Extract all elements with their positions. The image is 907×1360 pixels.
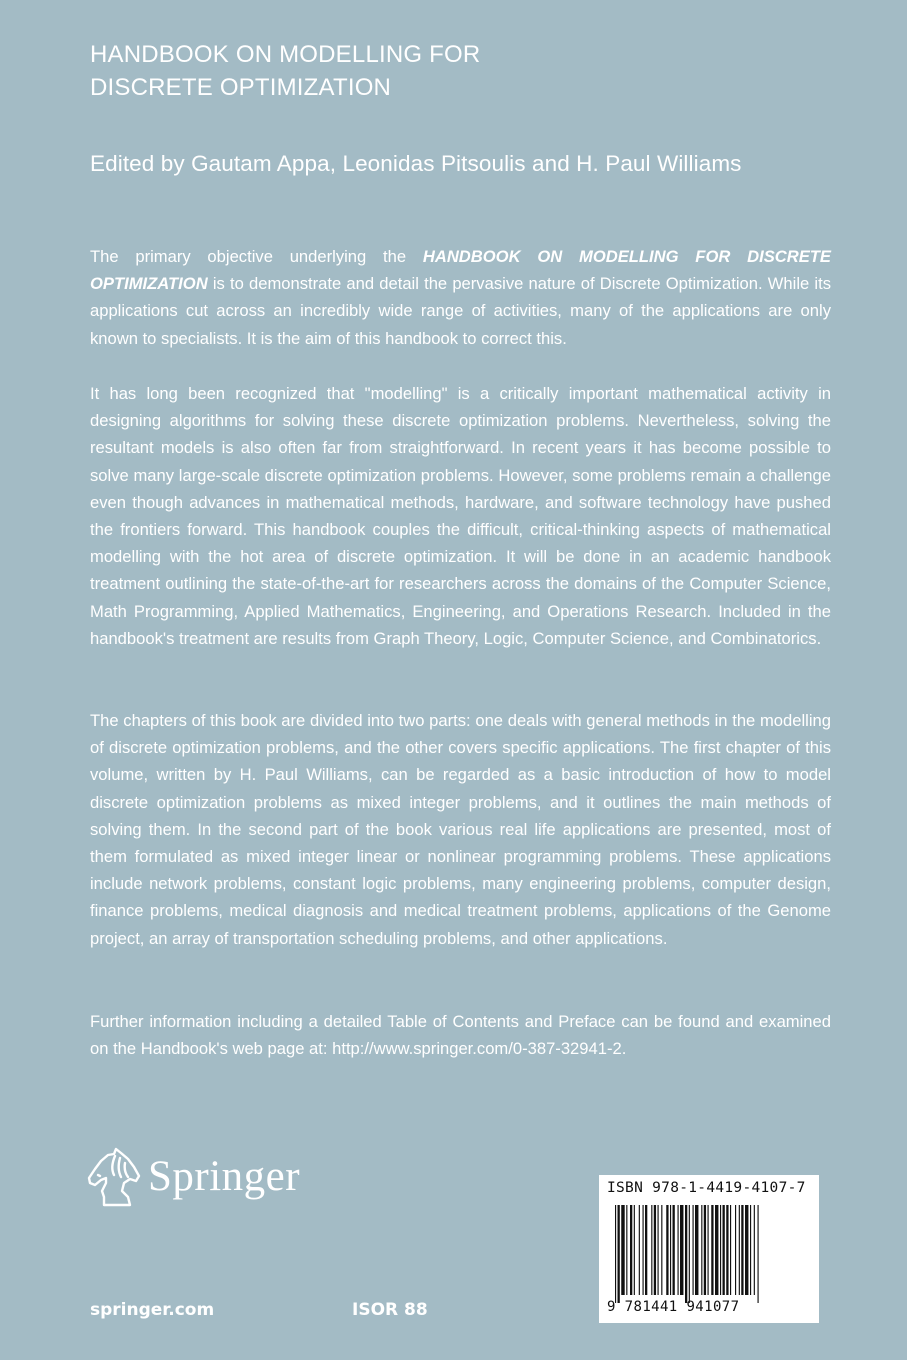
- barcode-bar: [720, 1205, 721, 1295]
- isbn-label: ISBN 978-1-4419-4107-7: [607, 1180, 806, 1196]
- barcode-bar: [708, 1205, 709, 1295]
- description-paragraph-4: Further information including a detailed Table of Contents and Preface can be found and examined on the Handbook's web page at: http://www.springer.com/0-387-32941-2.: [90, 1012, 831, 1059]
- barcode-bar: [643, 1205, 644, 1295]
- book-title-line1: HANDBOOK ON MODELLING FOR: [90, 41, 481, 68]
- barcode-bar: [645, 1205, 647, 1295]
- barcode-bar: [704, 1205, 706, 1295]
- barcode-bar: [658, 1205, 659, 1295]
- barcode-bar: [634, 1205, 635, 1295]
- barcode-bar: [654, 1205, 656, 1295]
- book-title-line2: DISCRETE OPTIMIZATION: [90, 74, 392, 101]
- description-paragraph-2: It has long been recognized that "modelling" is a critically important mathematical activity in designing algorithms for solving these discrete optimization problems. Nevertheless, solving the resultant models is also often far from straightforward. In recent years it has become possible to solve many large-scale discrete optimization problems. However, some problems remain a challenge even though advances in mathematical methods, hardware, and software technology have pushed the frontiers forward. This handbook couples the difficult, critical-thinking aspects of mathematical modelling with the hot area of discrete optimization. It will be done in an academic handbook treatment outlining the state-of-the-art for researchers across the domains of the Computer Science, Math Programming, Applied Mathematics, Engineering, and Operations Research. Included in the handbook's treatment are results from Graph Theory, Logic, Computer Science, and Combinatorics.: [90, 384, 831, 648]
- barcode-bar: [661, 1205, 662, 1295]
- barcode-bar: [758, 1205, 759, 1303]
- barcode: [613, 1205, 809, 1303]
- barcode-bar: [670, 1205, 671, 1295]
- barcode-bar: [739, 1205, 740, 1295]
- barcode-digits: 9 781441 941077: [607, 1299, 740, 1315]
- barcode-bar: [750, 1205, 751, 1295]
- p1-book-title: HANDBOOK ON MODELLING FOR DISCRETE OPTIMIZATION: [90, 247, 831, 294]
- isbn-barcode-box: [599, 1175, 819, 1323]
- barcode-bar: [754, 1205, 755, 1295]
- barcode-bar: [626, 1205, 627, 1295]
- barcode-bar: [745, 1205, 748, 1295]
- barcode-bar: [639, 1205, 640, 1295]
- p1-rest: is to demonstrate and detail the pervasive nature of Discrete Optimization. While its applications cut across an incredibly wide range of activities, many of the applications are only known to specialists. It is the aim of this handbook to correct this.: [90, 274, 831, 348]
- description-paragraph-3: The chapters of this book are divided into two parts: one deals with general methods in the modelling of discrete optimization problems, and the other covers specific applications. The first chapter of this volume, written by H. Paul Williams, can be regarded as a basic introduction of how to model discrete optimization problems as mixed integer problems, and it outlines the main methods of solving them. In the second part of the book various real life applications are presented, most of them formulated as mixed integer linear or nonlinear programming problems. These applications include network problems, constant logic problems, many engineering problems, computer design, finance problems, medical diagnosis and medical treatment problems, applications of the Genome project, an array of transportation scheduling problems, and other applications.: [90, 711, 831, 948]
- publisher-url: springer.com: [90, 1300, 215, 1320]
- barcode-bar: [735, 1205, 736, 1295]
- barcode-bar: [701, 1205, 702, 1295]
- barcode-bar: [618, 1205, 620, 1303]
- barcode-bar: [730, 1205, 731, 1295]
- barcode-bar: [651, 1205, 652, 1295]
- editors-line: Edited by Gautam Appa, Leonidas Pitsoulis and H. Paul Williams: [90, 151, 742, 176]
- springer-horse-icon: [84, 1145, 146, 1211]
- book-title: [90, 38, 830, 104]
- barcode-bar: [723, 1205, 725, 1295]
- description-paragraph-1: [90, 243, 831, 352]
- barcode-bar: [715, 1205, 718, 1295]
- springer-logo: [84, 1145, 324, 1215]
- barcode-bar: [693, 1205, 694, 1295]
- barcode-bar: [673, 1205, 675, 1295]
- barcode-bar: [726, 1205, 728, 1295]
- barcode-bar: [685, 1205, 687, 1303]
- p1-intro: The primary objective underlying the: [90, 247, 423, 266]
- barcode-bar: [630, 1205, 632, 1295]
- barcode-bar: [678, 1205, 679, 1295]
- barcode-bar: [689, 1205, 690, 1303]
- series-number: ISOR 88: [352, 1300, 428, 1320]
- barcode-bar: [666, 1205, 668, 1295]
- barcode-bar: [615, 1205, 616, 1303]
- barcode-bar: [711, 1205, 713, 1295]
- barcode-bar: [621, 1205, 624, 1295]
- barcode-bar: [695, 1205, 698, 1295]
- barcode-bar: [680, 1205, 683, 1295]
- barcode-bar: [741, 1205, 743, 1295]
- springer-wordmark: Springer: [148, 1153, 301, 1200]
